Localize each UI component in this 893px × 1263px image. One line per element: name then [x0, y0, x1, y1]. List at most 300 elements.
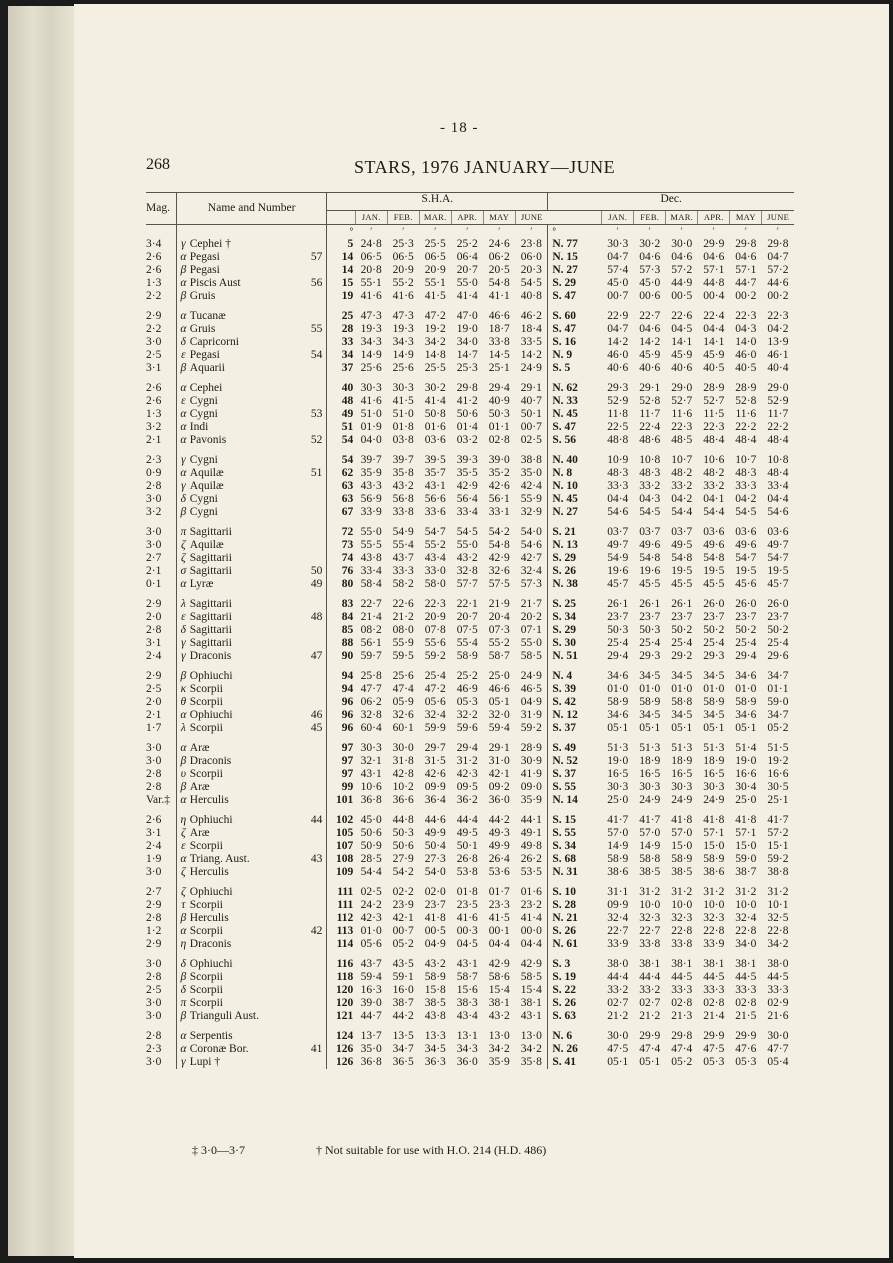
- sha-minutes: 00·0: [515, 925, 548, 938]
- dec-minutes: 33·2: [607, 984, 629, 996]
- dec-degrees: S. 26: [552, 997, 576, 1009]
- star-name: Aquilæ: [189, 539, 224, 551]
- dec-degrees: S. 28: [552, 899, 576, 911]
- table-row: [146, 755, 794, 768]
- star-name: Ophiuchi: [189, 709, 233, 721]
- dec-minutes: 00·6: [639, 290, 661, 302]
- dec-minutes: 14·1: [703, 336, 725, 348]
- sha-minutes: 55·6: [424, 637, 446, 649]
- greek-letter: α: [180, 709, 187, 721]
- sha-degrees: 126: [335, 1056, 354, 1068]
- sha-minutes: 42·1: [488, 768, 510, 780]
- dec-minutes: 45·7: [607, 578, 629, 590]
- sha-degrees: 28: [341, 323, 354, 335]
- sha-minutes: 43·8: [424, 1010, 446, 1022]
- dec-minutes: 10·9: [607, 454, 629, 466]
- greek-letter: ζ: [181, 539, 186, 551]
- star-name: Tucanæ: [189, 310, 226, 322]
- greek-letter: α: [180, 323, 187, 335]
- sha-minutes: 42·9: [488, 552, 510, 564]
- greek-letter: β: [180, 971, 187, 983]
- dec-minutes: 22·7: [639, 925, 661, 937]
- table-row: [146, 624, 794, 637]
- greek-letter: τ: [181, 899, 186, 911]
- magnitude: 1·2: [146, 925, 176, 938]
- sha-minutes: 44·2: [392, 1010, 414, 1022]
- footnote-variable-magnitude: ‡ 3·0—3·7: [192, 1143, 245, 1157]
- dec-minutes: 59·2: [767, 853, 789, 865]
- sha-minutes: 55·2: [488, 637, 510, 649]
- star-name: Sagittarii: [189, 637, 232, 649]
- dec-minutes: 57·2: [767, 264, 789, 276]
- dec-degrees: N. 12: [552, 709, 578, 721]
- sha-minutes: 35·9: [488, 1056, 510, 1068]
- sha-minutes: 60·4: [360, 722, 382, 734]
- sha-minutes: 06·2: [360, 696, 382, 708]
- dec-minutes: 44·9: [671, 277, 693, 289]
- sha-minutes: 54·4: [360, 866, 382, 878]
- page-title: STARS, 1976 JANUARY—JUNE: [354, 157, 616, 177]
- sha-minutes: 20·9: [424, 611, 446, 623]
- sha-minutes: 43·2: [392, 480, 414, 492]
- sha-minutes: 14·9: [392, 349, 414, 361]
- sha-minutes: 46·6: [488, 310, 510, 322]
- sha-minutes: 20·7: [456, 264, 478, 276]
- dec-minutes: 05·1: [607, 1056, 629, 1068]
- dec-minutes: 51·3: [639, 742, 661, 754]
- magnitude: 2·5: [146, 683, 176, 696]
- sha-minutes: 00·1: [488, 925, 510, 937]
- dec-minutes: 29·9: [639, 1030, 661, 1042]
- sha-minutes: 15·6: [456, 984, 478, 996]
- star-number: [294, 755, 327, 768]
- dec-minutes: 41·8: [703, 814, 725, 826]
- dec-minutes: 16·6: [735, 768, 757, 780]
- sha-minutes: 01·8: [456, 886, 478, 898]
- dec-degrees: S. 34: [552, 840, 576, 852]
- dec-minutes: 33·3: [703, 984, 725, 996]
- dec-minutes: 32·3: [671, 912, 693, 924]
- dec-minutes: 05·3: [735, 1056, 757, 1068]
- dec-minutes: 29·9: [703, 238, 725, 250]
- dec-minutes: 45·0: [607, 277, 629, 289]
- dec-minutes: 22·4: [703, 310, 725, 322]
- star-number: [294, 768, 327, 781]
- sha-minutes: 55·9: [515, 493, 548, 506]
- sha-minutes: 34·3: [392, 336, 414, 348]
- star-name: Scorpii: [189, 984, 223, 996]
- dec-minutes: 45·9: [639, 349, 661, 361]
- dec-minutes: 33·3: [671, 984, 693, 996]
- table-row: [146, 958, 794, 971]
- sha-minutes: 33·8: [392, 506, 414, 518]
- dec-minutes: 33·8: [639, 938, 661, 950]
- sha-minutes: 24·8: [360, 238, 382, 250]
- dec-minutes: 29·9: [703, 1030, 725, 1042]
- dec-minutes: 19·2: [767, 755, 789, 767]
- dec-minutes: 41·7: [607, 814, 629, 826]
- dec-minutes: 31·2: [735, 886, 757, 898]
- star-number: [294, 336, 327, 349]
- sha-minutes: 06·5: [360, 251, 382, 263]
- sha-minutes: 35·5: [456, 467, 478, 479]
- dec-minutes: 54·7: [767, 552, 789, 564]
- star-number: [294, 382, 327, 395]
- minute-unit: ′: [776, 226, 779, 236]
- star-number: [294, 827, 327, 840]
- unit-blank: [190, 225, 295, 239]
- greek-letter: β: [180, 290, 187, 302]
- dec-degrees: S. 29: [552, 552, 576, 564]
- dec-minutes: 44·5: [671, 971, 693, 983]
- table-row: [146, 1056, 794, 1069]
- greek-letter: β: [180, 912, 187, 924]
- greek-letter: ε: [181, 611, 186, 623]
- sha-minutes: 23·8: [515, 238, 548, 251]
- dec-minutes: 33·3: [607, 480, 629, 492]
- sha-minutes: 49·9: [424, 827, 446, 839]
- sha-minutes: 53·8: [456, 866, 478, 878]
- table-row: [146, 670, 794, 683]
- star-name: Ophiuchi: [189, 886, 233, 898]
- star-number: [294, 526, 327, 539]
- star-name: Herculis: [189, 794, 229, 806]
- page-number: 268: [146, 156, 170, 173]
- star-number: [294, 624, 327, 637]
- star-name: Pegasi: [189, 264, 220, 276]
- greek-letter: σ: [180, 565, 187, 577]
- dec-minutes: 00·2: [767, 290, 789, 302]
- dec-minutes: 04·6: [639, 323, 661, 335]
- sha-degrees: 54: [341, 454, 354, 466]
- dec-degrees: N. 61: [552, 938, 578, 950]
- sha-minutes: 06·2: [488, 251, 510, 263]
- magnitude: 2·4: [146, 840, 176, 853]
- dec-minutes: 41·8: [735, 814, 757, 826]
- sha-minutes: 07·5: [456, 624, 478, 636]
- magnitude: 3·0: [146, 526, 176, 539]
- dec-minutes: 54·7: [735, 552, 757, 564]
- dec-minutes: 51·4: [735, 742, 757, 754]
- dec-minutes: 03·7: [671, 526, 693, 538]
- star-name: Cygni: [189, 506, 218, 518]
- sha-degrees: 118: [336, 971, 354, 983]
- dec-minutes: 29·8: [767, 238, 789, 250]
- dec-minutes: 22·9: [607, 310, 629, 322]
- sha-minutes: 57·7: [456, 578, 478, 590]
- magnitude: 3·1: [146, 637, 176, 650]
- sha-minutes: 42·9: [456, 480, 478, 492]
- dec-minutes: 16·5: [607, 768, 629, 780]
- star-name: Draconis: [189, 755, 232, 767]
- sha-minutes: 47·0: [456, 310, 478, 322]
- sha-minutes: 15·4: [515, 984, 548, 997]
- dec-minutes: 48·2: [671, 467, 693, 479]
- star-name: Draconis: [189, 938, 232, 950]
- dec-degrees: N. 33: [552, 395, 578, 407]
- dec-minutes: 11·8: [607, 408, 629, 420]
- sha-minutes: 01·9: [360, 421, 382, 433]
- dec-minutes: 22·3: [703, 421, 725, 433]
- star-name: Scorpii: [189, 997, 223, 1009]
- dec-minutes: 44·5: [767, 971, 789, 983]
- magnitude: 2·1: [146, 434, 176, 447]
- sha-month-2: MAR.: [419, 211, 451, 225]
- dec-degrees: S. 55: [552, 827, 576, 839]
- sha-minutes: 25·2: [456, 670, 478, 682]
- dec-minutes: 47·4: [639, 1043, 661, 1055]
- dec-degrees: S. 30: [552, 637, 576, 649]
- dec-minutes: 44·5: [735, 971, 757, 983]
- dec-minutes: 48·4: [767, 434, 789, 446]
- sha-minutes: 44·2: [488, 814, 510, 826]
- sha-minutes: 38·1: [488, 997, 510, 1009]
- sha-minutes: 58·5: [515, 971, 548, 984]
- dec-degrees: S. 19: [552, 971, 576, 983]
- dec-minutes: 09·9: [607, 899, 629, 911]
- dec-minutes: 57·2: [767, 827, 789, 839]
- dec-minutes: 05·1: [639, 1056, 661, 1068]
- sha-minutes: 26·2: [515, 853, 548, 866]
- magnitude: 3·0: [146, 539, 176, 552]
- sha-degrees: 34: [341, 349, 354, 361]
- greek-letter: α: [180, 421, 187, 433]
- star-name: Capricorni: [189, 336, 239, 348]
- sha-minutes: 09·5: [456, 781, 478, 793]
- magnitude: 3·0: [146, 755, 176, 768]
- dec-minutes: 54·6: [607, 506, 629, 518]
- sha-minutes: 41·5: [488, 912, 510, 924]
- table-row: [146, 709, 794, 722]
- dec-minutes: 25·4: [671, 637, 693, 649]
- greek-letter: α: [180, 408, 187, 420]
- magnitude: 2·7: [146, 886, 176, 899]
- dec-degrees: S. 39: [552, 683, 576, 695]
- dec-minutes: 44·5: [703, 971, 725, 983]
- star-number: 56: [294, 277, 327, 290]
- sha-minutes: 20·4: [488, 611, 510, 623]
- sha-minutes: 34·0: [456, 336, 478, 348]
- greek-letter: δ: [180, 958, 187, 970]
- greek-letter: β: [180, 1010, 187, 1022]
- dec-minutes: 03·6: [767, 526, 789, 538]
- sha-degrees: 120: [335, 997, 354, 1009]
- sha-minutes: 39·5: [424, 454, 446, 466]
- dec-minutes: 48·8: [607, 434, 629, 446]
- dec-minutes: 22·7: [607, 925, 629, 937]
- sha-minutes: 19·2: [424, 323, 446, 335]
- sha-minutes: 20·2: [515, 611, 548, 624]
- sha-degrees: 63: [341, 480, 354, 492]
- sha-minutes: 54·5: [456, 526, 478, 538]
- star-name: Ophiuchi: [189, 670, 233, 682]
- star-number: [294, 866, 327, 879]
- dec-minutes: 45·5: [671, 578, 693, 590]
- star-number: [294, 794, 327, 807]
- sha-minutes: 05·2: [392, 938, 414, 950]
- dec-minutes: 25·4: [767, 637, 789, 649]
- dec-minutes: 34·5: [703, 670, 725, 682]
- dec-minutes: 48·6: [639, 434, 661, 446]
- sha-minutes: 42·7: [515, 552, 548, 565]
- greek-letter: β: [180, 755, 187, 767]
- dec-minutes: 14·0: [735, 336, 757, 348]
- sha-minutes: 22·3: [424, 598, 446, 610]
- sha-minutes: 44·6: [424, 814, 446, 826]
- sha-degrees: 94: [341, 670, 354, 682]
- sha-minutes: 50·4: [424, 840, 446, 852]
- table-row: [146, 637, 794, 650]
- sha-minutes: 54·7: [424, 526, 446, 538]
- dec-minutes: 29·8: [671, 1030, 693, 1042]
- sha-degrees: 121: [335, 1010, 354, 1022]
- sha-minutes: 41·4: [424, 395, 446, 407]
- dec-degrees: S. 15: [552, 814, 576, 826]
- sha-minutes: 36·3: [424, 1056, 446, 1068]
- greek-letter: η: [180, 814, 187, 826]
- star-number: 47: [294, 650, 327, 663]
- sha-minutes: 19·0: [456, 323, 478, 335]
- dec-minutes: 04·1: [703, 493, 725, 505]
- sha-minutes: 44·1: [515, 814, 548, 827]
- dec-minutes: 40·6: [671, 362, 693, 374]
- sha-degrees: 90: [341, 650, 354, 662]
- sha-minutes: 54·0: [515, 526, 548, 539]
- sha-minutes: 50·6: [392, 840, 414, 852]
- star-number: 41: [294, 1043, 327, 1056]
- sha-minutes: 25·6: [392, 362, 414, 374]
- dec-minutes: 19·6: [607, 565, 629, 577]
- dec-degrees: S. 34: [552, 611, 576, 623]
- dec-minutes: 57·1: [735, 264, 757, 276]
- sha-minutes: 06·5: [392, 251, 414, 263]
- magnitude: 2·8: [146, 971, 176, 984]
- minute-unit: ′: [498, 226, 501, 236]
- dec-minutes: 40·5: [735, 362, 757, 374]
- magnitude: 2·3: [146, 1043, 176, 1056]
- dec-minutes: 04·2: [671, 493, 693, 505]
- magnitude: 2·9: [146, 670, 176, 683]
- greek-letter: α: [180, 251, 187, 263]
- dec-minutes: 21·4: [703, 1010, 725, 1022]
- degree-unit: °: [349, 226, 354, 236]
- sha-minutes: 01·1: [488, 421, 510, 433]
- sha-minutes: 01·4: [456, 421, 478, 433]
- dec-minutes: 28·9: [735, 382, 757, 394]
- table-row: [146, 794, 794, 807]
- greek-letter: β: [180, 506, 187, 518]
- dec-minutes: 13·9: [767, 336, 789, 348]
- sha-degrees: 96: [341, 696, 354, 708]
- sha-minutes: 59·5: [392, 650, 414, 662]
- dec-minutes: 57·0: [639, 827, 661, 839]
- star-number: 42: [294, 925, 327, 938]
- sha-minutes: 40·8: [515, 290, 548, 303]
- table-row: [146, 938, 794, 951]
- star-name: Scorpii: [189, 696, 223, 708]
- sha-minutes: 02·2: [392, 886, 414, 898]
- star-number: 53: [294, 408, 327, 421]
- dec-minutes: 10·0: [703, 899, 725, 911]
- dec-minutes: 58·9: [671, 853, 693, 865]
- minute-unit: ′: [648, 226, 651, 236]
- dec-minutes: 04·4: [703, 323, 725, 335]
- sha-minutes: 06·0: [515, 251, 548, 264]
- sha-minutes: 24·9: [515, 362, 548, 375]
- sha-minutes: 38·8: [515, 454, 548, 467]
- sha-minutes: 33·6: [424, 506, 446, 518]
- sha-degrees: 94: [341, 683, 354, 695]
- sha-minutes: 50·3: [488, 408, 510, 420]
- dec-minutes: 14·2: [639, 336, 661, 348]
- minute-unit: ′: [712, 226, 715, 236]
- magnitude: 2·5: [146, 984, 176, 997]
- sha-degrees: 40: [341, 382, 354, 394]
- dec-minutes: 44·7: [735, 277, 757, 289]
- dec-degrees: N. 31: [552, 866, 578, 878]
- table-row: [146, 853, 794, 866]
- dec-minutes: 11·7: [639, 408, 661, 420]
- dec-minutes: 34·7: [767, 670, 789, 682]
- magnitude: 1·7: [146, 722, 176, 735]
- sha-minutes: 41·2: [456, 395, 478, 407]
- magnitude: 2·6: [146, 264, 176, 277]
- group-spacer: [146, 951, 794, 958]
- dec-minutes: 34·5: [671, 670, 693, 682]
- sha-minutes: 25·2: [456, 238, 478, 250]
- dec-minutes: 14·2: [607, 336, 629, 348]
- greek-letter: δ: [180, 493, 187, 505]
- sha-minutes: 14·8: [424, 349, 446, 361]
- sha-header: S.H.A.: [327, 193, 548, 211]
- sha-minutes: 01·7: [488, 886, 510, 898]
- dec-minutes: 38·5: [671, 866, 693, 878]
- sha-minutes: 33·0: [424, 565, 446, 577]
- table-row: [146, 277, 794, 290]
- sha-minutes: 47·4: [392, 683, 414, 695]
- magnitude: 3·2: [146, 421, 176, 434]
- sha-minutes: 43·1: [360, 768, 382, 780]
- sha-minutes: 49·5: [456, 827, 478, 839]
- sha-minutes: 46·6: [488, 683, 510, 695]
- sha-degrees: 83: [341, 598, 354, 610]
- dec-minutes: 21·3: [671, 1010, 693, 1022]
- sha-minutes: 50·9: [360, 840, 382, 852]
- sha-minutes: 55·1: [424, 277, 446, 289]
- magnitude: 3·1: [146, 362, 176, 375]
- dec-degrees: N. 45: [552, 493, 578, 505]
- dec-minutes: 21·6: [767, 1010, 789, 1022]
- sha-minutes: 18·4: [515, 323, 548, 336]
- sha-minutes: 34·2: [515, 1043, 548, 1056]
- sha-minutes: 19·3: [360, 323, 382, 335]
- star-name: Trianguli Aust.: [189, 1010, 259, 1022]
- table-row: [146, 997, 794, 1010]
- dec-minutes: 58·9: [607, 696, 629, 708]
- sha-minutes: 06·5: [424, 251, 446, 263]
- dec-minutes: 02·9: [767, 997, 789, 1009]
- sha-minutes: 30·3: [360, 742, 382, 754]
- dec-degrees: S. 47: [552, 323, 576, 335]
- dec-minutes: 29·2: [671, 650, 693, 662]
- sha-minutes: 29·4: [488, 382, 510, 394]
- greek-letter: δ: [180, 624, 187, 636]
- magnitude: 0·9: [146, 467, 176, 480]
- dec-minutes: 30·3: [671, 781, 693, 793]
- table-row: [146, 886, 794, 899]
- dec-minutes: 45·6: [735, 578, 757, 590]
- table-row: [146, 611, 794, 624]
